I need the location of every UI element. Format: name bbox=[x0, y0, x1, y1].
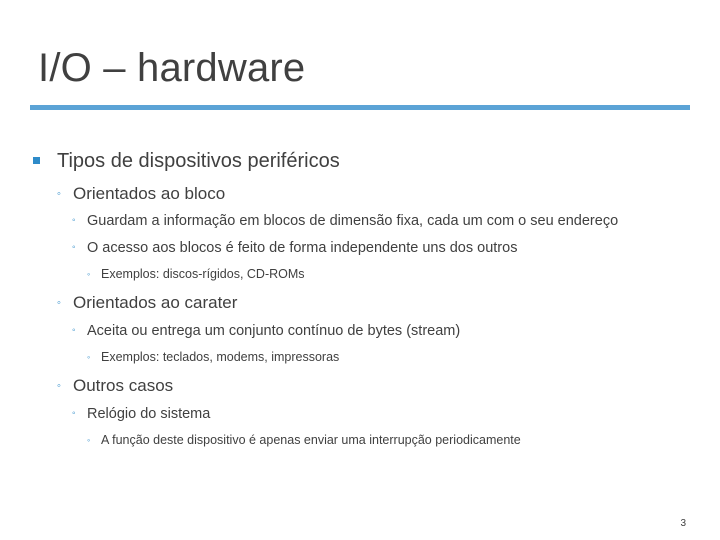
ring-bullet-icon: ◦ bbox=[57, 380, 61, 392]
title-underline bbox=[30, 105, 690, 110]
bullet-text: Exemplos: teclados, modems, impressoras bbox=[101, 350, 340, 364]
bullet-item bbox=[72, 406, 210, 422]
ring-bullet-icon: ◦ bbox=[57, 297, 61, 309]
ring-bullet-icon: ◦ bbox=[87, 269, 91, 279]
bullet-text: Orientados ao bloco bbox=[73, 184, 226, 203]
bullet-text: Tipos de dispositivos periféricos bbox=[57, 150, 340, 172]
ring-bullet-icon: ◦ bbox=[72, 215, 76, 226]
ring-bullet-icon: ◦ bbox=[72, 325, 76, 336]
bullet-text: Relógio do sistema bbox=[87, 406, 211, 422]
bullet-item bbox=[57, 376, 173, 396]
ring-bullet-icon: ◦ bbox=[87, 435, 91, 445]
bullet-item bbox=[57, 184, 225, 204]
bullet-item bbox=[87, 267, 305, 281]
bullet-item bbox=[87, 350, 339, 364]
bullet-item bbox=[87, 433, 521, 447]
bullet-text: Outros casos bbox=[73, 376, 174, 395]
ring-bullet-icon: ◦ bbox=[72, 242, 76, 253]
page-number: 3 bbox=[680, 518, 686, 529]
bullet-text: Orientados ao carater bbox=[73, 293, 238, 312]
bullet-item bbox=[72, 323, 460, 339]
ring-bullet-icon: ◦ bbox=[57, 188, 61, 200]
bullet-item bbox=[72, 240, 517, 256]
bullet-text: Exemplos: discos-rígidos, CD-ROMs bbox=[101, 267, 305, 281]
bullet-text: Aceita ou entrega um conjunto contínuo de bytes (stream) bbox=[87, 323, 461, 339]
bullet-item bbox=[33, 150, 340, 173]
bullet-text: A função deste dispositivo é apenas enviar uma interrupção periodicamente bbox=[101, 433, 521, 447]
slide-title: I/O – hardware bbox=[38, 46, 306, 90]
bullet-text: Guardam a informação em blocos de dimensão fixa, cada um com o seu endereço bbox=[87, 213, 619, 229]
bullet-text: O acesso aos blocos é feito de forma independente uns dos outros bbox=[87, 240, 518, 256]
square-bullet-icon bbox=[33, 150, 57, 173]
bullet-item bbox=[57, 293, 237, 313]
ring-bullet-icon: ◦ bbox=[87, 352, 91, 362]
ring-bullet-icon: ◦ bbox=[72, 408, 76, 419]
bullet-item bbox=[72, 213, 618, 229]
